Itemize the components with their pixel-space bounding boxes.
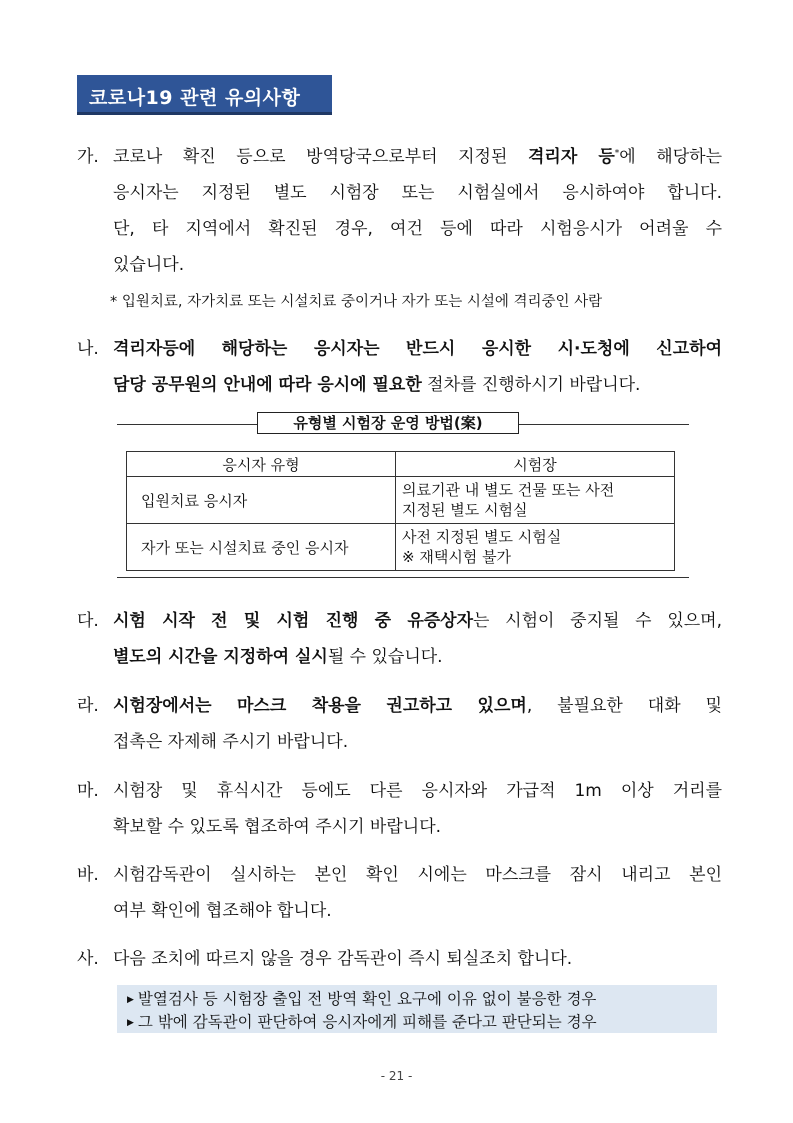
text-run: 응시자는 지정된 별도 시험장 또는 시험실에서 응시하여야 합니다.: [113, 183, 722, 203]
item-marker: 가.: [77, 147, 99, 167]
bullet-box: [117, 985, 717, 1033]
page-number: - 21 -: [380, 1069, 413, 1083]
item-body: [113, 941, 722, 977]
text-line: [113, 211, 722, 247]
emphasis-text: 격리자 등: [528, 147, 615, 167]
item-marker: 나.: [77, 339, 99, 359]
item-body: [113, 331, 722, 403]
bullet-item: [127, 987, 596, 1009]
text-run: 단, 타 지역에서 확진된 경우, 여건 등에 따라 시험응시가 어려울 수: [113, 219, 722, 239]
table-cell-type: 자가 또는 시설치료 중인 응시자: [127, 524, 396, 571]
text-line: [113, 941, 722, 977]
table-header: 시험장: [396, 452, 675, 477]
item-ga: [77, 139, 722, 283]
text-line: [113, 639, 722, 675]
venue-table: [126, 451, 675, 571]
table-cell-venue: [396, 477, 675, 524]
table-cell-type: 입원치료 응시자: [127, 477, 396, 524]
table-title: 유형별 시험장 운영 방법(案): [257, 412, 519, 434]
text-run: 시험감독관이 실시하는 본인 확인 시에는 마스크를 잠시 내리고 본인: [113, 865, 722, 885]
item-marker: 다.: [77, 611, 99, 631]
text-run: , 불필요한 대화 및: [526, 696, 722, 716]
divider: [519, 424, 689, 425]
emphasis-text: 시험장에서는 마스크 착용을 권고하고 있으며: [113, 696, 527, 716]
text-line: [113, 893, 722, 929]
table-header-row: [127, 452, 675, 477]
footnote-mark: *: [614, 148, 620, 159]
table-title-wrap: [117, 412, 689, 436]
divider: [117, 577, 689, 578]
text-run: 있습니다.: [113, 255, 185, 275]
text-line: [113, 139, 722, 175]
text-line: [113, 857, 722, 893]
item-sa: [77, 941, 722, 977]
section-title-box: [77, 75, 332, 115]
item-body: [113, 857, 722, 929]
text-run: 는 시험이 중지될 수 있으며,: [473, 611, 722, 631]
table-cell-venue: [396, 524, 675, 571]
triangle-right-icon: ▶: [127, 995, 134, 1005]
triangle-right-icon: ▶: [127, 1018, 134, 1028]
bullet-item: [127, 1010, 597, 1032]
emphasis-text: 시험 시작 전 및 시험 진행 중 유증상자: [113, 611, 474, 631]
item-ma: [77, 773, 722, 845]
text-run: 코로나 확진 등으로 방역당국으로부터 지정된: [113, 147, 528, 167]
item-ra: [77, 688, 722, 760]
table-row: [127, 477, 675, 524]
item-na: [77, 331, 722, 403]
item-marker: 마.: [77, 781, 99, 801]
text-run: 여부 확인에 협조해야 합니다.: [113, 901, 332, 921]
text-run: 될 수 있습니다.: [327, 647, 443, 667]
item-body: [113, 773, 722, 845]
text-line: [113, 603, 722, 639]
footnote: * 입원치료, 자가치료 또는 시설치료 중이거나 자가 또는 시설에 격리중인 사람: [110, 294, 603, 310]
emphasis-text: 담당 공무원의 안내에 따라 응시에 필요한: [113, 375, 422, 395]
venue-line: 지정된 별도 시험실: [402, 501, 528, 519]
venue-line: ※ 재택시험 불가: [402, 548, 512, 566]
table-header: 응시자 유형: [127, 452, 396, 477]
item-body: [113, 603, 722, 675]
item-marker: 바.: [77, 865, 99, 885]
text-run: 절차를 진행하시기 바랍니다.: [421, 375, 641, 395]
text-run: 확보할 수 있도록 협조하여 주시기 바랍니다.: [113, 817, 442, 837]
text-run: 에 해당하는: [619, 147, 723, 167]
item-ba: [77, 857, 722, 929]
item-body: [113, 139, 722, 283]
emphasis-text: 별도의 시간을 지정하여 실시: [113, 647, 328, 667]
text-run: 시험장 및 휴식시간 등에도 다른 응시자와 가급적 1m 이상 거리를: [113, 781, 722, 801]
text-line: [113, 809, 722, 845]
text-run: 다음 조치에 따르지 않을 경우 감독관이 즉시 퇴실조치 합니다.: [113, 949, 573, 969]
section-title: 코로나19 관련 유의사항: [89, 87, 301, 109]
venue-line: 의료기관 내 별도 건물 또는 사전: [402, 481, 615, 499]
bullet-text: 그 밖에 감독관이 판단하여 응시자에게 피해를 준다고 판단되는 경우: [137, 1013, 597, 1031]
text-line: [113, 724, 722, 760]
venue-line: 사전 지정된 별도 시험실: [402, 528, 562, 546]
table-row: [127, 524, 675, 571]
text-line: [113, 773, 722, 809]
item-marker: 사.: [77, 949, 99, 969]
item-marker: 라.: [77, 696, 99, 716]
item-da: [77, 603, 722, 675]
emphasis-text: 격리자등에 해당하는 응시자는 반드시 응시한 시·도청에 신고하여: [113, 339, 722, 359]
text-line: [113, 175, 722, 211]
text-line: [113, 367, 722, 403]
text-line: [113, 688, 722, 724]
text-run: 접촉은 자제해 주시기 바랍니다.: [113, 732, 349, 752]
text-line: [113, 331, 722, 367]
text-line: [113, 247, 722, 283]
bullet-text: 발열검사 등 시험장 출입 전 방역 확인 요구에 이유 없이 불응한 경우: [137, 990, 597, 1008]
divider: [117, 424, 257, 425]
item-body: [113, 688, 722, 760]
